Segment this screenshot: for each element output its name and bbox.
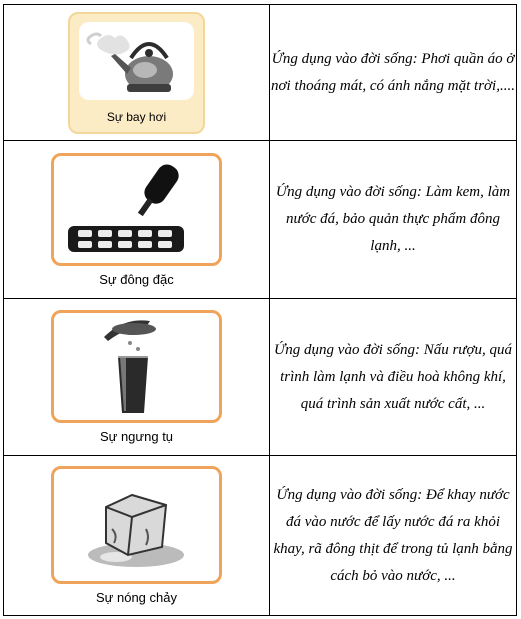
table-row <box>4 5 517 141</box>
table-row <box>4 299 517 456</box>
image-cell <box>4 5 270 141</box>
phase-change-table <box>3 4 517 616</box>
evaporation-image <box>79 22 194 100</box>
evaporation-card <box>68 12 205 134</box>
application-text: Ứng dụng vào đời sống: Để khay nước đá vào nước để lấy nước đá ra khỏi khay, rã đông thịt để trong tủ lạnh bằng cách bỏ vào nước, ... <box>270 456 517 616</box>
solidification-image <box>51 153 222 266</box>
caption-evaporation: Sự bay hơi <box>106 109 167 124</box>
table-row <box>4 141 517 299</box>
caption-melting: Sự nóng chảy <box>96 590 177 605</box>
melting-ice-icon <box>54 469 219 581</box>
caption-solidification: Sự đông đặc <box>99 271 174 287</box>
image-cell <box>4 299 270 456</box>
ice-cream-tray-icon <box>54 156 219 263</box>
condensation-image <box>51 310 222 423</box>
image-cell <box>4 456 270 616</box>
condensation-glass-icon <box>54 313 219 420</box>
caption-condensation: Sự ngưng tụ <box>99 429 174 444</box>
melting-image <box>51 466 222 584</box>
kettle-icon <box>79 22 194 100</box>
application-text: Ứng dụng vào đời sống: Nấu rượu, quá trình làm lạnh và điều hoà không khí, quá trình sản xuất nước cất, ... <box>270 299 517 456</box>
table-row <box>4 456 517 616</box>
application-text: Ứng dụng vào đời sống: Làm kem, làm nước đá, bảo quản thực phẩm đông lạnh, ... <box>270 141 517 299</box>
image-cell <box>4 141 270 299</box>
application-text: Ứng dụng vào đời sống: Phơi quần áo ở nơi thoáng mát, có ánh nắng mặt trời,.... <box>270 5 517 141</box>
